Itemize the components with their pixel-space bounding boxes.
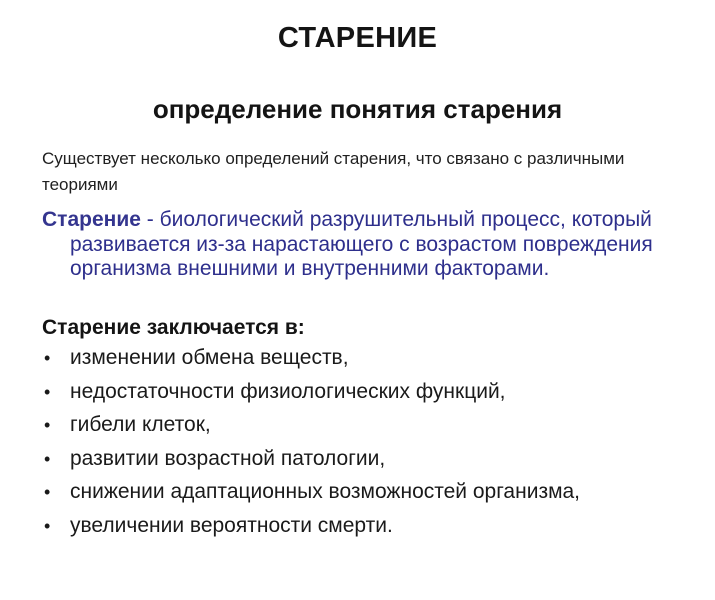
list-item-text: развитии возрастной патологии, (70, 446, 386, 470)
bullet-list (42, 345, 692, 546)
bullet-icon: • (44, 515, 51, 536)
bullet-icon: • (44, 348, 51, 368)
list-item (42, 479, 692, 513)
list-item-text: снижении адаптационных возможностей организма, (70, 480, 581, 503)
definition-block (42, 208, 692, 282)
list-item-text: увеличении вероятности смерти. (70, 513, 393, 537)
bullet-icon: • (44, 381, 51, 402)
list-item-text: гибели клеток, (70, 413, 211, 436)
list-item (42, 446, 692, 480)
slide-title: СТАРЕНИЕ (277, 22, 438, 54)
definition-term: Старение (42, 208, 141, 231)
list-item (42, 379, 692, 413)
list-item-text: изменении обмена веществ, (70, 346, 349, 369)
definition-separator: - (140, 208, 160, 231)
slide-subtitle: определение понятия старения (152, 94, 563, 124)
definition-text: биологический разрушительный процесс, который развивается из-за нарастающего с возрастом повреждения организма внешними и внутренними факторами. (70, 208, 653, 280)
list-item (42, 412, 692, 446)
consists-heading: Старение заключается в: (42, 316, 305, 339)
intro-text: Существует несколько определений старения, что связано с различными теориями (42, 149, 625, 194)
definition-paragraph (42, 208, 692, 282)
bullet-icon: • (44, 482, 51, 502)
list-item-text: недостаточности физиологических функций, (70, 379, 506, 403)
list-item (42, 513, 692, 547)
bullet-icon: • (44, 448, 51, 469)
bullet-icon: • (44, 415, 51, 435)
list-item (42, 345, 692, 379)
